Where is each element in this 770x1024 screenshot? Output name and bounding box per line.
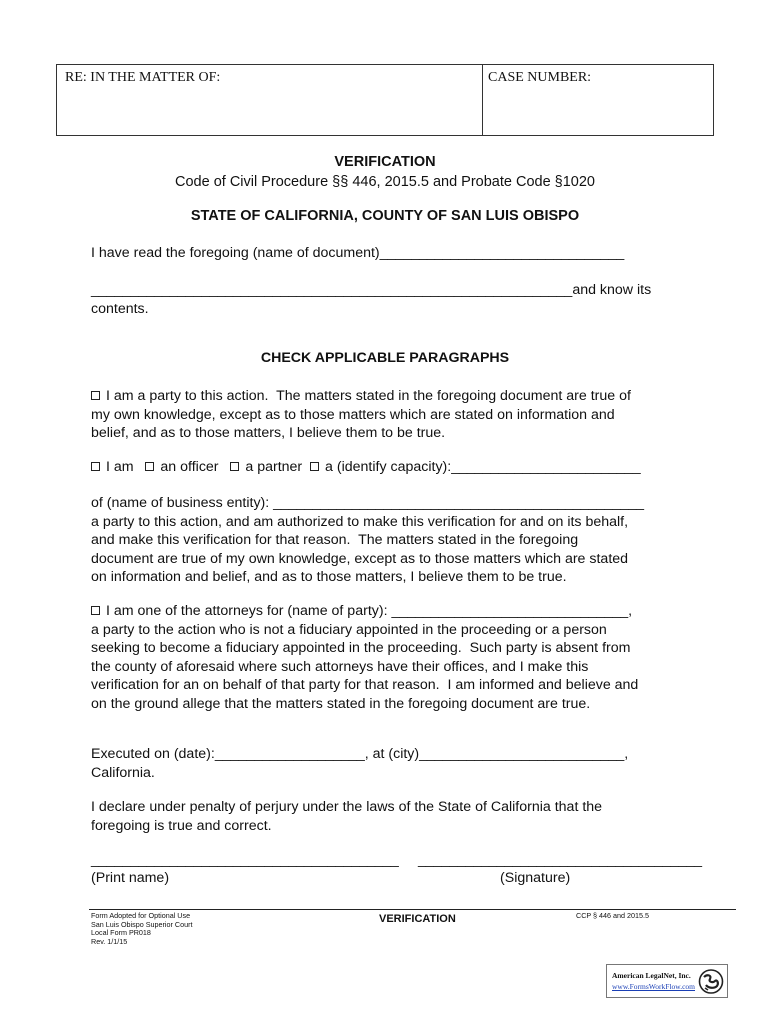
party-paragraph [91,387,691,443]
footer-left [91,912,192,946]
executed-line-2: California. [91,764,155,781]
i-am-label: I am [106,459,134,475]
attorney-paragraph [91,602,691,714]
attorney-line-2: a party to the action who is not a fiduciary appointed in the proceeding or a person [91,621,607,638]
declaration-paragraph [91,798,691,835]
footer-citation: CCP § 446 and 2015.5 [576,911,649,920]
party-line-1: I am a party to this action. The matters stated in the foregoing document are true of [106,388,631,404]
footer-title: VERIFICATION [379,913,456,925]
matter-label: RE: IN THE MATTER OF: [65,70,221,85]
officer-label: an officer [160,459,219,475]
executed-paragraph [91,745,691,782]
identify-capacity-label: a (identify capacity):________________________ [325,459,641,475]
check-applicable-heading: CHECK APPLICABLE PARAGRAPHS [260,350,510,366]
code-citation: Code of Civil Procedure §§ 446, 2015.5 and Probate Code §1020 [175,174,595,190]
intro-line-2: _____________________________________________________________and know its [91,282,652,298]
case-number-label: CASE NUMBER: [488,70,592,85]
entity-line-4: document are true of my own knowledge, except as to those matters which are stated [91,550,629,567]
logo-company: American LegalNet, Inc. [612,971,691,980]
caption-divider [482,65,483,135]
form-title: VERIFICATION [334,154,436,170]
attorney-line-3: seeking to become a fiduciary appointed in the proceeding. Such party is absent from [91,640,631,657]
partner-checkbox[interactable] [230,462,239,471]
attorney-line-5: verification for an on behalf of that party for that reason. I am informed and believe and [91,677,639,694]
entity-line-2: a party to this action, and am authorized to make this verification for and on its behalf, [91,513,629,530]
signature-line[interactable]: ____________________________________ [418,852,703,868]
entity-line-3: and make this verification for that reason. The matters stated in the foregoing [91,532,579,549]
footer-left-line-2: San Luis Obispo Superior Court [91,919,193,929]
caption-box [56,64,714,136]
intro-paragraph [91,244,691,263]
party-line-2: my own knowledge, except as to those matters which are stated on information and [91,406,615,423]
party-checkbox[interactable] [91,391,100,400]
attorney-line-6: on the ground allege that the matters stated in the foregoing document are true. [91,695,591,712]
intro-line-1: I have read the foregoing (name of document)_______________________________ [91,245,625,261]
print-name-label: (Print name) [91,870,170,886]
entity-paragraph [91,494,691,587]
footer-rule [89,909,736,910]
intro-line-3: contents. [91,300,149,317]
partner-label: a partner [245,459,303,475]
globe-icon [698,968,724,995]
attorney-checkbox[interactable] [91,606,100,615]
entity-line-5: on information and belief, and as to those matters, I believe them to be true. [91,569,567,586]
logo-box [606,964,728,998]
footer-left-line-4: Rev. 1/1/15 [91,936,128,946]
capacity-row [91,458,691,477]
intro-paragraph-cont [91,281,691,318]
footer-left-line-3: Local Form PR018 [91,928,151,938]
attorney-line-4: the county of aforesaid where such attorneys have their offices, and I make this [91,658,589,675]
declaration-line-1: I declare under penalty of perjury under the laws of the State of California that the [91,799,603,815]
officer-checkbox[interactable] [145,462,154,471]
jurisdiction-heading: STATE OF CALIFORNIA, COUNTY OF SAN LUIS OBISPO [190,208,580,224]
party-line-3: belief, and as to those matters, I believe them to be true. [91,425,446,442]
declaration-line-2: foregoing is true and correct. [91,817,272,834]
entity-line-1: of (name of business entity): _______________________________________________ [91,495,645,511]
i-am-checkbox[interactable] [91,462,100,471]
print-name-line[interactable]: _______________________________________ [91,852,399,868]
capacity-checkbox[interactable] [310,462,319,471]
executed-line-1: Executed on (date):___________________, at (city)__________________________, [91,746,629,762]
attorney-line-1: I am one of the attorneys for (name of party): ______________________________, [106,603,633,619]
logo-url[interactable]: www.FormsWorkFlow.com [612,982,696,991]
footer-left-line-1: Form Adopted for Optional Use [91,911,191,920]
signature-label: (Signature) [500,870,571,886]
